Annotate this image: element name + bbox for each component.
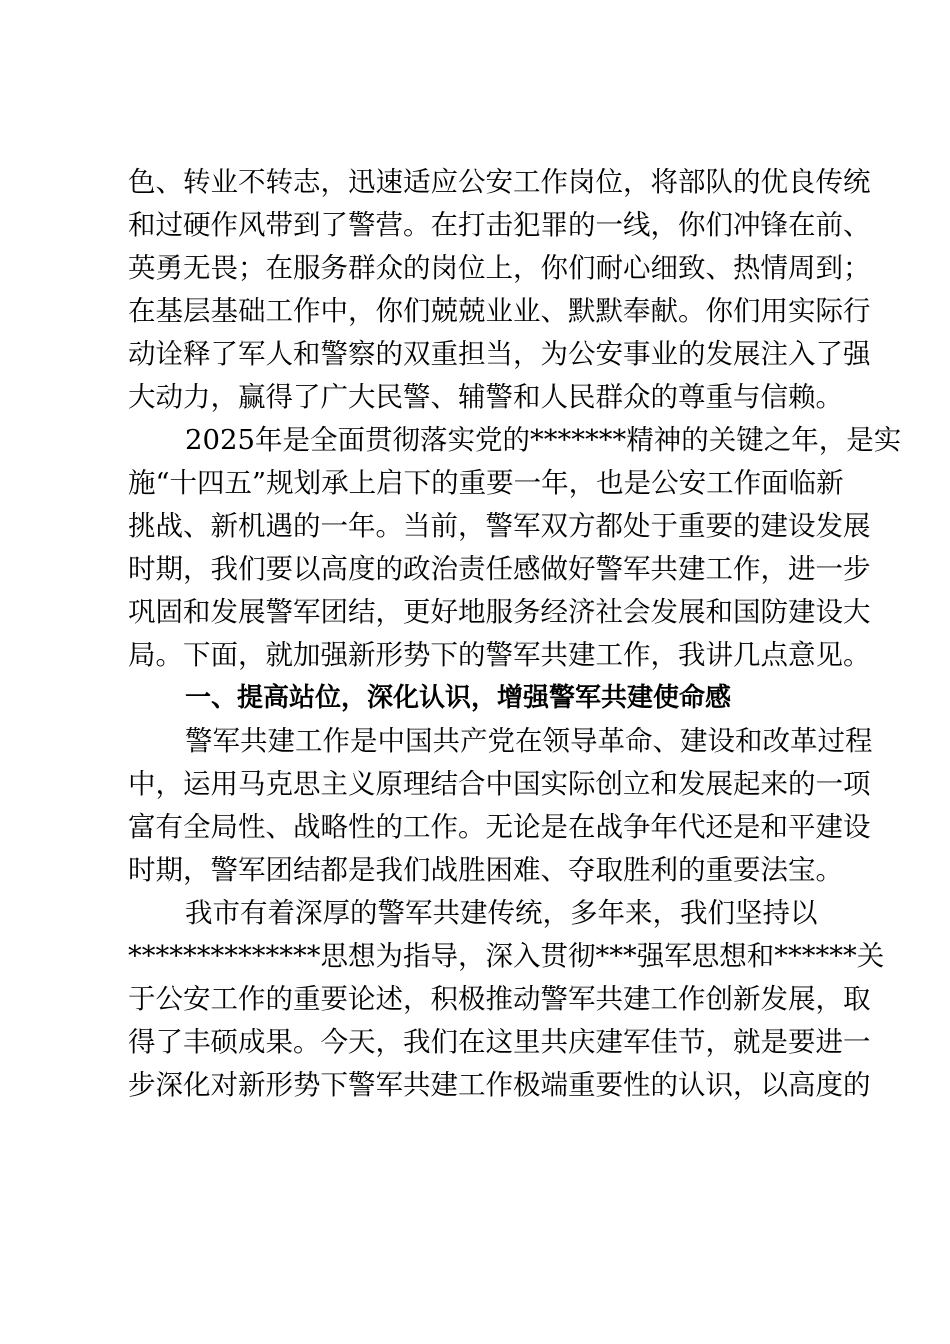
text-line: 在基层基础工作中，你们兢兢业业、默默奉献。你们用实际行: [128, 295, 871, 327]
text-line: 挑战、新机遇的一年。当前，警军双方都处于重要的建设发展: [128, 510, 871, 542]
text-line: 和过硬作风带到了警营。在打击犯罪的一线，你们冲锋在前、: [128, 209, 871, 241]
text-line: 英勇无畏；在服务群众的岗位上，你们耐心细致、热情周到；: [128, 252, 871, 284]
text-line: 色、转业不转志，迅速适应公安工作岗位，将部队的优良传统: [128, 166, 871, 198]
text-line: 我市有着深厚的警军共建传统，多年来，我们坚持以: [185, 897, 818, 929]
text-line: 富有全局性、战略性的工作。无论是在战争年代还是和平建设: [128, 811, 871, 843]
text-line: 得了丰硕成果。今天，我们在这里共庆建军佳节，就是要进一: [128, 1026, 871, 1058]
text-line: 2025年是全面贯彻落实党的*******精神的关键之年，是实: [185, 424, 902, 456]
text-line: 时期，我们要以高度的政治责任感做好警军共建工作，进一步: [128, 553, 871, 585]
text-line: **************思想为指导，深入贯彻***强军思想和******关: [128, 940, 885, 972]
text-line: 步深化对新形势下警军共建工作极端重要性的认识，以高度的: [128, 1069, 871, 1101]
text-line: 局。下面，就加强新形势下的警军共建工作，我讲几点意见。: [128, 639, 871, 671]
paragraph: [128, 161, 871, 419]
text-line: 时期，警军团结都是我们战胜困难、夺取胜利的重要法宝。: [128, 854, 843, 886]
text-line: 大动力，赢得了广大民警、辅警和人民群众的尊重与信赖。: [128, 381, 843, 413]
text-line: 动诠释了军人和警察的双重担当，为公安事业的发展注入了强: [128, 338, 871, 370]
section-heading: [128, 677, 816, 720]
text-line: 警军共建工作是中国共产党在领导革命、建设和改革过程: [185, 725, 873, 757]
text-line: 巩固和发展警军团结，更好地服务经济社会发展和国防建设大: [128, 596, 871, 628]
text-line: 施“十四五”规划承上启下的重要一年，也是公安工作面临新: [128, 467, 844, 499]
document-page: [128, 161, 902, 1107]
text-line: 于公安工作的重要论述，积极推动警军共建工作创新发展，取: [128, 983, 871, 1015]
paragraph: [128, 720, 873, 892]
paragraph: [128, 892, 885, 1107]
text-line: 一、提高站位，深化认识，增强警军共建使命感: [185, 683, 732, 713]
text-line: 中，运用马克思主义原理结合中国实际创立和发展起来的一项: [128, 768, 871, 800]
paragraph: [128, 419, 902, 677]
